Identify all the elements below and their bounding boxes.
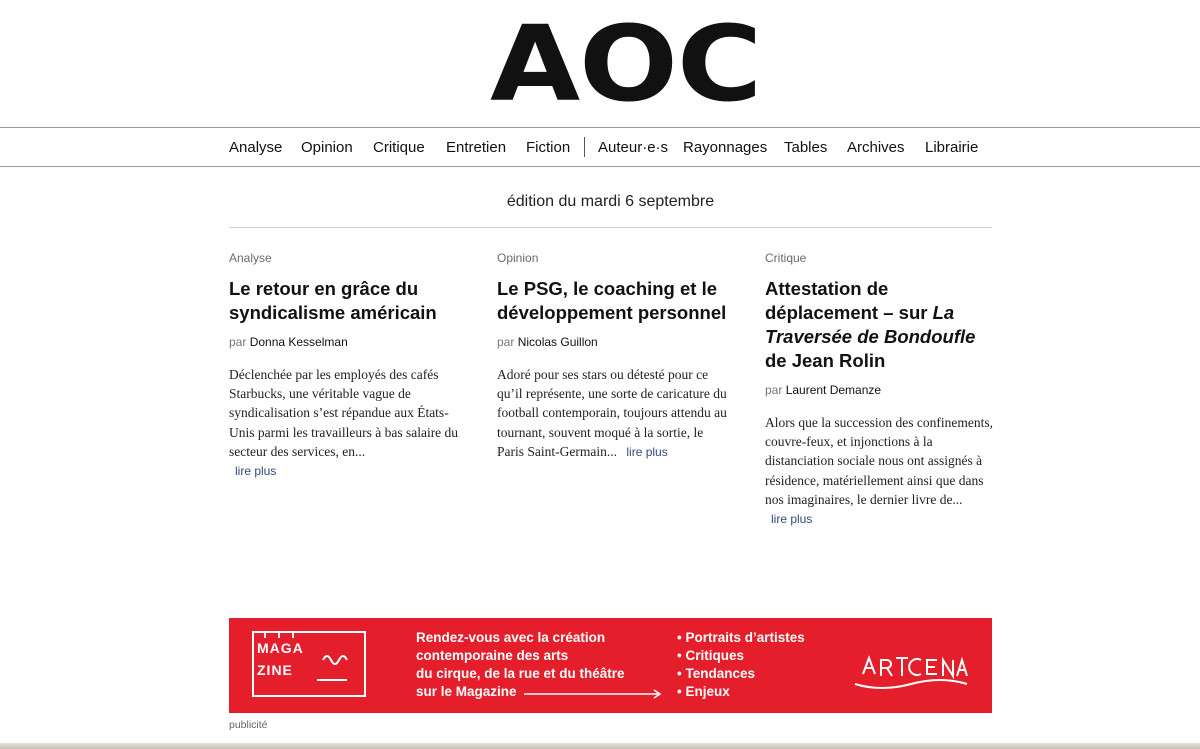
ad-label: publicité (229, 719, 268, 731)
nav-item-archives[interactable]: Archives (847, 139, 905, 156)
nav-item-opinion[interactable]: Opinion (301, 139, 353, 156)
ad-line: sur le Magazine (416, 684, 517, 699)
ad-magazine-label: ZINE (257, 662, 293, 678)
nav-item-fiction[interactable]: Fiction (526, 139, 571, 156)
title-text: Attestation de déplacement – sur (765, 278, 933, 323)
nav-item-critique[interactable]: Critique (373, 139, 425, 156)
ad-line: contemporaine des arts (416, 648, 569, 663)
title-text-end: de Jean Rolin (765, 350, 886, 371)
ad-bullet-list (677, 629, 805, 701)
window-bottom-edge (0, 743, 1200, 749)
byline-prefix: par (765, 383, 783, 397)
main-nav (0, 127, 1200, 167)
article-title[interactable]: Le retour en grâce du syndicalisme américain (229, 278, 437, 323)
nav-item-analyse[interactable]: Analyse (229, 139, 283, 156)
ad-bullet: • Critiques (677, 647, 805, 665)
nav-item-auteurs[interactable]: Auteur·e·s (598, 139, 669, 156)
read-more-link[interactable]: lire plus (771, 512, 813, 527)
nav-separator (584, 137, 585, 157)
ad-line: du cirque, de la rue et du théâtre (416, 666, 625, 681)
nav-item-entretien[interactable]: Entretien (446, 139, 507, 156)
article-category[interactable]: Analyse (229, 251, 272, 265)
byline-prefix: par (229, 335, 247, 349)
article-category[interactable]: Opinion (497, 251, 539, 265)
article-author[interactable]: Donna Kesselman (249, 335, 348, 349)
nav-item-tables[interactable]: Tables (784, 139, 828, 156)
ad-line: Rendez-vous avec la création (416, 630, 606, 645)
article-title[interactable]: Le PSG, le coaching et le développement personnel (497, 278, 727, 323)
read-more-link[interactable]: lire plus (235, 464, 277, 479)
site-logo[interactable]: AOC (490, 3, 762, 125)
article-byline (229, 335, 459, 349)
article-card (497, 251, 727, 462)
nav-item-rayonnages[interactable]: Rayonnages (683, 139, 768, 156)
article-excerpt (497, 365, 727, 462)
article-author[interactable]: Nicolas Guillon (517, 335, 598, 349)
read-more-link[interactable]: lire plus (626, 444, 668, 459)
nav-item-librairie[interactable]: Librairie (925, 139, 979, 156)
edition-date: édition du mardi 6 septembre (506, 193, 715, 210)
edition-divider (229, 227, 992, 228)
title-book: La Traversée de Bondoufle (765, 302, 976, 347)
excerpt-text: Adoré pour ses stars ou détesté pour ce qu’il représente, une sorte de caricature du football contemporain, toujours attendu au tournant, souvent moqué à la sortie, le Paris Saint-Germain... (497, 367, 727, 459)
artcena-logo (851, 636, 971, 696)
byline-prefix: par (497, 335, 515, 349)
excerpt-text: Alors que la succession des confinements, couvre-feux, et injonctions à la distanciation sociale nous ont assignés à résidence, matériellement ainsi que dans nos imaginaires, le dernier livre de... (765, 415, 993, 507)
ad-bullet: • Portraits d’artistes (677, 629, 805, 647)
article-byline (765, 383, 995, 397)
article-byline (497, 335, 727, 349)
ad-magazine-label: MAGA (257, 640, 304, 656)
article-excerpt (229, 365, 459, 481)
excerpt-text: Déclenchée par les employés des cafés Starbucks, une véritable vague de syndicalisation s’est répandue aux États-Unis parmi les travailleurs à bas salaire du secteur des services, en... (229, 367, 459, 459)
ad-bullet: • Tendances (677, 665, 805, 683)
article-author[interactable]: Laurent Demanze (785, 383, 882, 397)
ad-bullet: • Enjeux (677, 683, 805, 701)
article-category[interactable]: Critique (765, 251, 807, 265)
article-title[interactable] (765, 277, 995, 373)
article-card (229, 251, 459, 481)
header (0, 0, 1200, 127)
ad-banner[interactable] (229, 618, 992, 713)
article-card (765, 251, 995, 529)
article-excerpt (765, 413, 995, 529)
